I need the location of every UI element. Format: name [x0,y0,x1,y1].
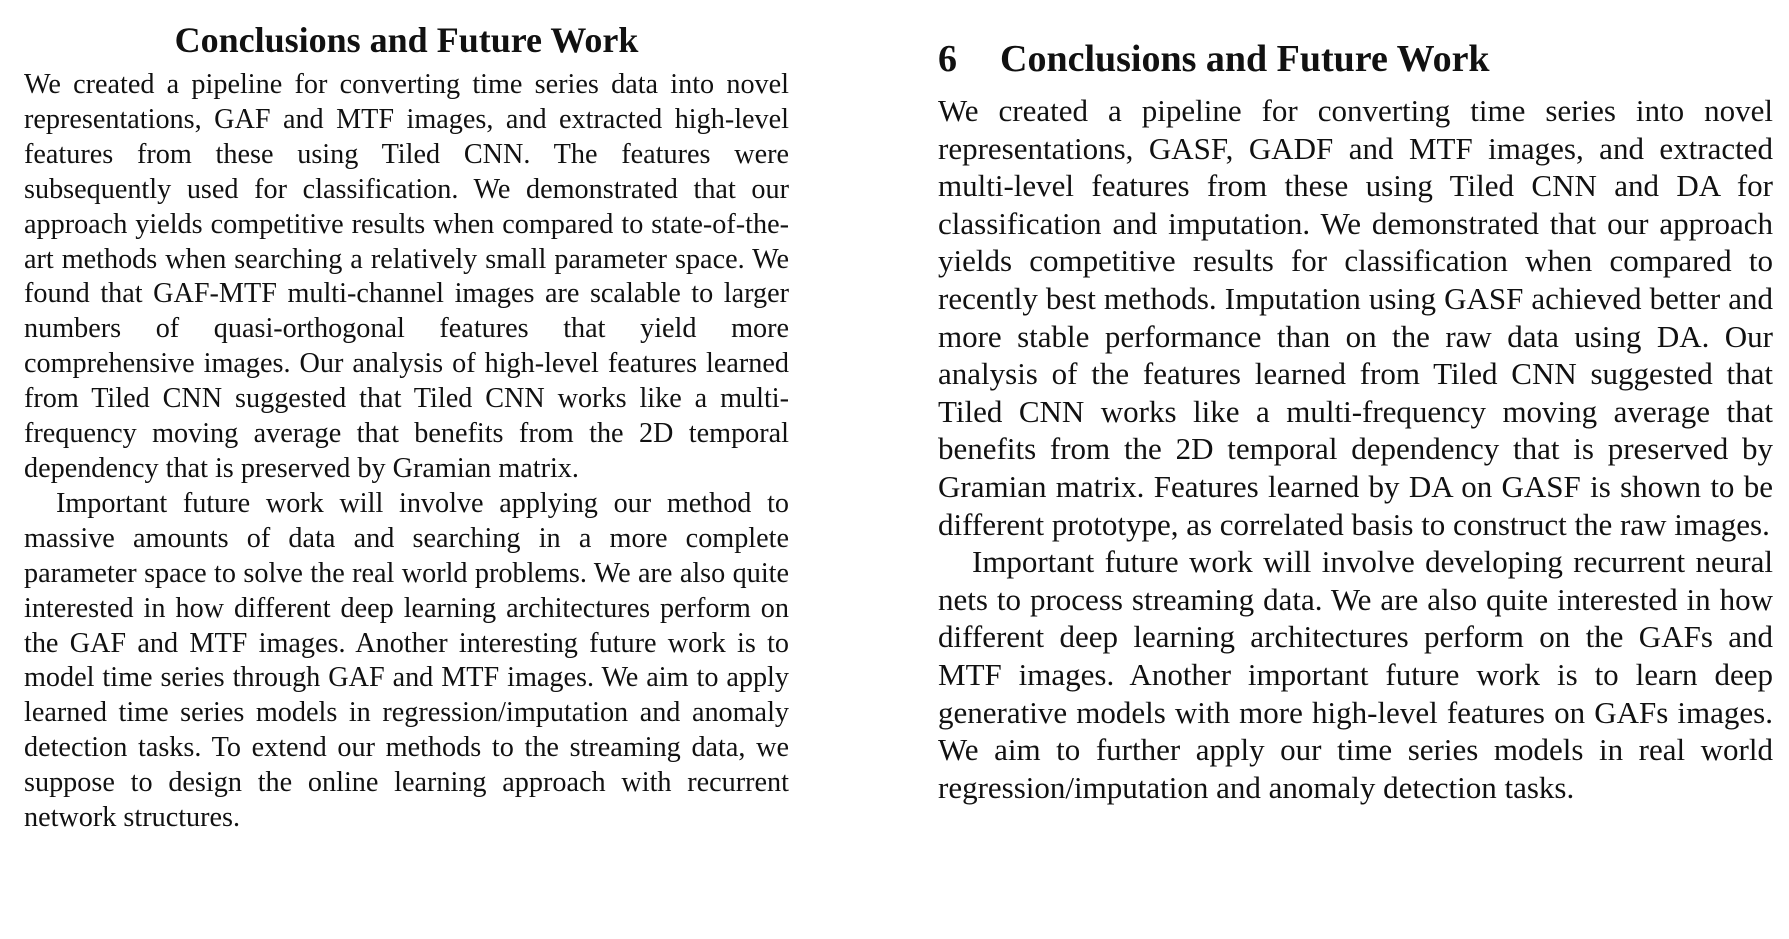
left-column [24,0,789,836]
right-section-heading [938,36,1773,82]
right-section-title: Conclusions and Future Work [1000,38,1490,80]
left-paragraph-2: Important future work will involve applying our method to massive amounts of data and searching in a more complete parameter space to solve the real world problems. We are also quite interested in how different deep learning architectures perform on the GAF and MTF images. Another interesting future work is to model time series through GAF and MTF images. We aim to apply learned time series models in regression/imputation and anomaly detection tasks. To extend our methods to the streaming data, we suppose to design the online learning approach with recurrent network structures. [24,487,789,834]
right-section-number: 6 [938,38,957,80]
left-section-title: Conclusions and Future Work [174,20,639,60]
right-column [938,0,1773,806]
left-paragraph-1: We created a pipeline for converting time series data into novel representations, GAF and MTF images, and extracted high-level features from these using Tiled CNN. The features were subsequently used for classification. We demonstrated that our approach yields competitive results when compared to state-of-the-art methods when searching a relatively small parameter space. We found that GAF-MTF multi-channel images are scalable to larger numbers of quasi-orthogonal features that yield more comprehensive images. Our analysis of high-level features learned from Tiled CNN suggested that Tiled CNN works like a multi-frequency moving average that benefits from the 2D temporal dependency that is preserved by Gramian matrix. [24,69,789,484]
right-paragraph-1: We created a pipeline for converting time series into novel representations, GASF, GADF and MTF images, and extracted multi-level features from these using Tiled CNN and DA for classification and imputation. We demonstrated that our approach yields competitive results for classification when compared to recently best methods. Imputation using GASF achieved better and more stable performance than on the raw data using DA. Our analysis of the features learned from Tiled CNN suggested that Tiled CNN works like a multi-frequency moving average that benefits from the 2D temporal dependency that is preserved by Gramian matrix. Features learned by DA on GASF is shown to be different prototype, as correlated basis to construct the raw images. [938,93,1773,542]
right-paragraph-2: Important future work will involve developing recurrent neural nets to process streaming data. We are also quite interested in how different deep learning architectures perform on the GAFs and MTF images. Another important future work is to learn deep generative models with more high-level features on GAFs images. We aim to further apply our time series models in real world regression/imputation and anomaly detection tasks. [938,544,1773,805]
